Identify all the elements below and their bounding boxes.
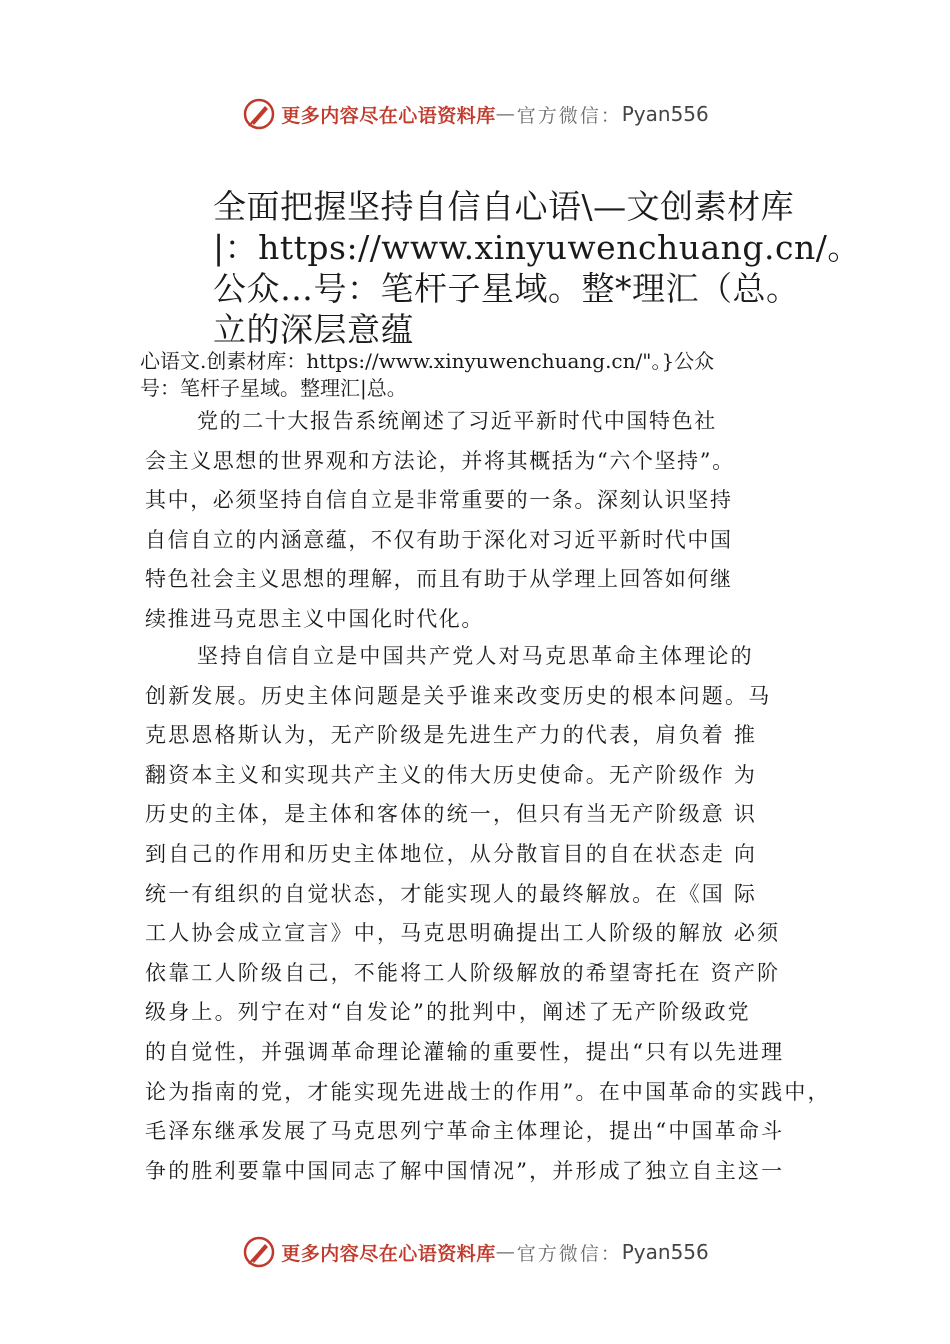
banner-dash: — (495, 1241, 517, 1263)
banner-slogan: 更多内容尽在心语资料库 (281, 1242, 496, 1265)
text-line: 到自己的作用和历史主体地位，从分散盲目的自在状态走 向 (145, 841, 758, 866)
text-line: 争的胜利要靠中国同志了解中国情况”，并形成了独立自主这一 (145, 1158, 785, 1183)
text-line: 历史的主体，是主体和客体的统一，但只有当无产阶级意 识 (145, 802, 758, 827)
source-line: 号：笔杆子星域。整理汇|总。 (140, 376, 407, 400)
text-line: 统一有组织的自觉状态，才能实现人的最终解放。在《国 际 (145, 881, 758, 906)
paragraph-2 (145, 637, 831, 1191)
text-line: 论为指南的党，才能实现先进战士的作用”。在中国革命的实践中， (145, 1079, 831, 1104)
title-line: 全面把握坚持自信自心语\—文创素材库 (213, 187, 795, 226)
banner-slogan: 更多内容尽在心语资料库 (281, 104, 496, 127)
pen-logo-icon (241, 96, 277, 132)
banner-wechat-label: 官方微信： (516, 104, 622, 127)
banner-wechat-label: 官方微信： (516, 1242, 622, 1265)
pen-logo-icon (241, 1234, 277, 1270)
title-line: 公众…号：笔杆子星域。整*理汇（总。 (213, 269, 800, 308)
document-title (213, 186, 861, 350)
text-line: 特色社会主义思想的理解，而且有助于从学理上回答如何继 (145, 567, 733, 592)
paragraph-1 (145, 402, 735, 640)
text-line: 会主义思想的世界观和方法论，并将其概括为“六个坚持”。 (145, 448, 735, 473)
title-line: 立的深层意蕴 (213, 310, 414, 349)
text-line: 续推进马克思主义中国化时代化。 (145, 606, 484, 631)
text-line: 翻资本主义和实现共产主义的伟大历史使命。无产阶级作 为 (145, 762, 758, 787)
text-line: 工人协会成立宣言》中，马克思明确提出工人阶级的解放 必须 (145, 921, 781, 946)
banner-dash: — (495, 103, 517, 125)
text-line: 创新发展。历史主体问题是关乎谁来改变历史的根本问题。马 (145, 683, 772, 708)
footer-banner (0, 1232, 950, 1272)
title-line: |：https://www.xinyuwenchuang.cn/。 (213, 228, 861, 267)
text-line: 毛泽东继承发展了马克思列宁革命主体理论，提出“中国革命斗 (145, 1119, 785, 1144)
source-line: 心语文.创素材库：https://www.xinyuwenchuang.cn/"。}公众 (140, 349, 715, 373)
text-line: 的自觉性，并强调革命理论灌输的重要性，提出“只有以先进理 (145, 1039, 785, 1064)
text-line: 级身上。列宁在对“自发论”的批判中，阐述了无产阶级政党 (145, 1000, 751, 1025)
banner-account: Pyan556 (621, 1240, 709, 1264)
text-line: 克思恩格斯认为，无产阶级是先进生产力的代表，肩负着 推 (145, 723, 758, 748)
text-line: 党的二十大报告系统阐述了习近平新时代中国特色社 (197, 409, 717, 433)
banner-account: Pyan556 (621, 102, 709, 126)
text-line: 自信自立的内涵意蕴，不仅有助于深化对习近平新时代中国 (145, 527, 733, 552)
header-banner (0, 94, 950, 134)
text-line: 其中，必须坚持自信自立是非常重要的一条。深刻认识坚持 (145, 488, 733, 513)
text-line: 依靠工人阶级自己，不能将工人阶级解放的希望寄托在 资产阶 (145, 960, 781, 985)
text-line: 坚持自信自立是中国共产党人对马克思革命主体理论的 (197, 644, 754, 668)
source-note (140, 348, 860, 402)
